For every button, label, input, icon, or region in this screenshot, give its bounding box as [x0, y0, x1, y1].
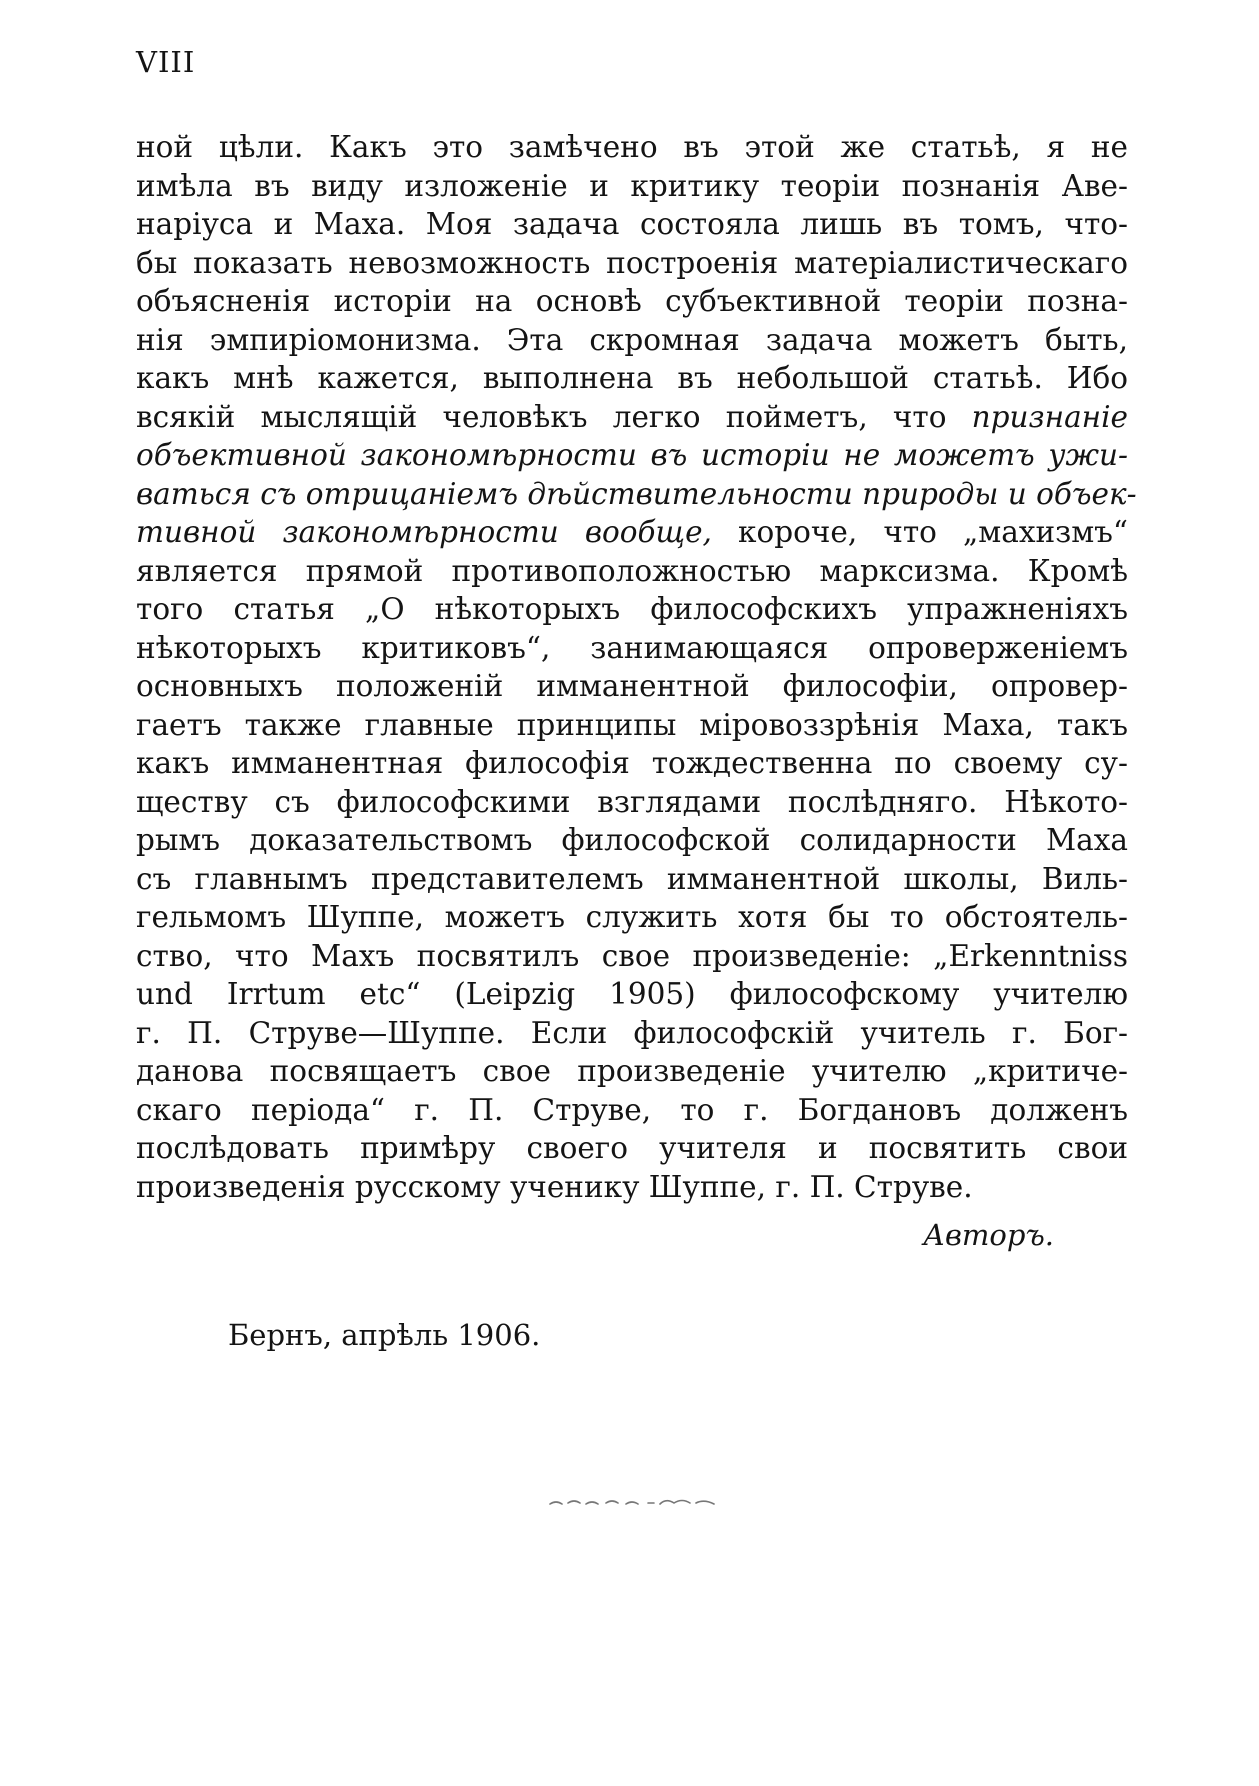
- text-segment: бы показать невозможность построенія матеріалистическаго: [136, 245, 1128, 280]
- text-segment: данова посвящаетъ свое произведеніе учителю „критиче-: [136, 1054, 1128, 1088]
- text-segment: объясненія исторіи на основѣ субъективной теоріи позна-: [136, 284, 1128, 318]
- text-line: [136, 860, 1128, 899]
- text-line: [136, 821, 1128, 860]
- text-line: [136, 1091, 1128, 1130]
- text-segment: ство, что Махъ посвятилъ свое произведеніе: „Erkenntniss: [136, 938, 1128, 973]
- italic-text-segment: объективной закономѣрности въ исторіи не можетъ ужи-: [136, 438, 1128, 472]
- text-line: [136, 552, 1128, 591]
- text-segment: является прямой противоположностью марксизма. Кромѣ: [136, 553, 1128, 588]
- text-line: [136, 436, 1128, 475]
- text-line: [136, 590, 1128, 629]
- text-line: [136, 744, 1128, 783]
- text-line: [136, 321, 1128, 360]
- italic-text-segment: тивной закономѣрности вообще,: [136, 515, 712, 549]
- text-line: [136, 205, 1128, 244]
- text-line: [136, 629, 1128, 668]
- text-segment: und Irrtum etc“ (Leipzig 1905) философскому учителю: [136, 977, 1128, 1011]
- closing-ornament: [548, 1495, 720, 1509]
- text-line: [136, 128, 1128, 167]
- text-line: [136, 667, 1128, 706]
- preface-body-text: [136, 128, 1137, 1206]
- text-segment: ществу съ философскими взглядами послѣдняго. Нѣкото-: [136, 784, 1128, 819]
- text-segment: нѣкоторыхъ критиковъ“, занимающаяся опроверженіемъ: [136, 630, 1128, 665]
- italic-text-segment: признаніе: [971, 399, 1128, 434]
- text-segment: произведенія русскому ученику Шуппе, г. П. Струве.: [136, 1169, 973, 1204]
- text-line: [136, 937, 1128, 976]
- text-segment: короче, что „махизмъ“: [711, 515, 1129, 549]
- text-segment: гаетъ также главные принципы міровоззрѣнія Маха, такъ: [136, 707, 1128, 742]
- text-line: [136, 783, 1128, 822]
- text-segment: послѣдовать примѣру своего учителя и посвятить свои: [136, 1131, 1128, 1165]
- text-segment: основныхъ положеній имманентной философіи, опровер-: [136, 669, 1128, 703]
- text-line: [136, 1014, 1128, 1053]
- text-line: [136, 1168, 1128, 1207]
- text-segment: съ главнымъ представителемъ имманентной школы, Виль-: [136, 861, 1128, 896]
- text-line: [136, 359, 1128, 398]
- text-segment: ной цѣли. Какъ это замѣчено въ этой же статьѣ, я не: [136, 130, 1128, 164]
- text-segment: какъ имманентная философія тождественна по своему су-: [136, 746, 1128, 780]
- text-line: [136, 282, 1128, 321]
- text-line: [136, 975, 1128, 1014]
- text-segment: гельмомъ Шуппе, можетъ служить хотя бы то обстоятель-: [136, 900, 1128, 934]
- text-line: [136, 1052, 1128, 1091]
- text-segment: всякій мыслящій человѣкъ легко пойметъ, что: [136, 399, 972, 434]
- text-segment: наріуса и Маха. Моя задача состояла лишь въ томъ, что-: [136, 207, 1128, 241]
- text-segment: нія эмпиріомонизма. Эта скромная задача можетъ быть,: [136, 322, 1128, 357]
- author-signature: Авторъ.: [923, 1218, 1054, 1252]
- text-line: [136, 475, 1137, 514]
- text-segment: скаго періода“ г. П. Струве, то г. Богдановъ долженъ: [136, 1092, 1128, 1127]
- text-line: [136, 398, 1128, 437]
- text-segment: имѣла въ виду изложеніе и критику теоріи познанія Аве-: [136, 168, 1128, 203]
- text-line: [136, 244, 1128, 283]
- text-line: [136, 706, 1128, 745]
- text-line: [136, 513, 1128, 552]
- text-line: [136, 898, 1128, 937]
- text-segment: какъ мнѣ кажется, выполнена въ небольшой статьѣ. Ибо: [136, 361, 1128, 395]
- text-segment: г. П. Струве—Шуппе. Если философскій учитель г. Бог-: [136, 1015, 1128, 1050]
- page-number: VIII: [136, 45, 196, 79]
- text-segment: рымъ доказательствомъ философской солидарности Маха: [136, 823, 1128, 857]
- text-line: [136, 167, 1128, 206]
- place-and-date: Бернъ, апрѣль 1906.: [228, 1318, 541, 1352]
- text-segment: того статья „О нѣкоторыхъ философскихъ упражненіяхъ: [136, 592, 1128, 626]
- text-line: [136, 1129, 1128, 1168]
- italic-text-segment: ваться съ отрицаніемъ дѣйствительности природы и объек-: [136, 476, 1137, 511]
